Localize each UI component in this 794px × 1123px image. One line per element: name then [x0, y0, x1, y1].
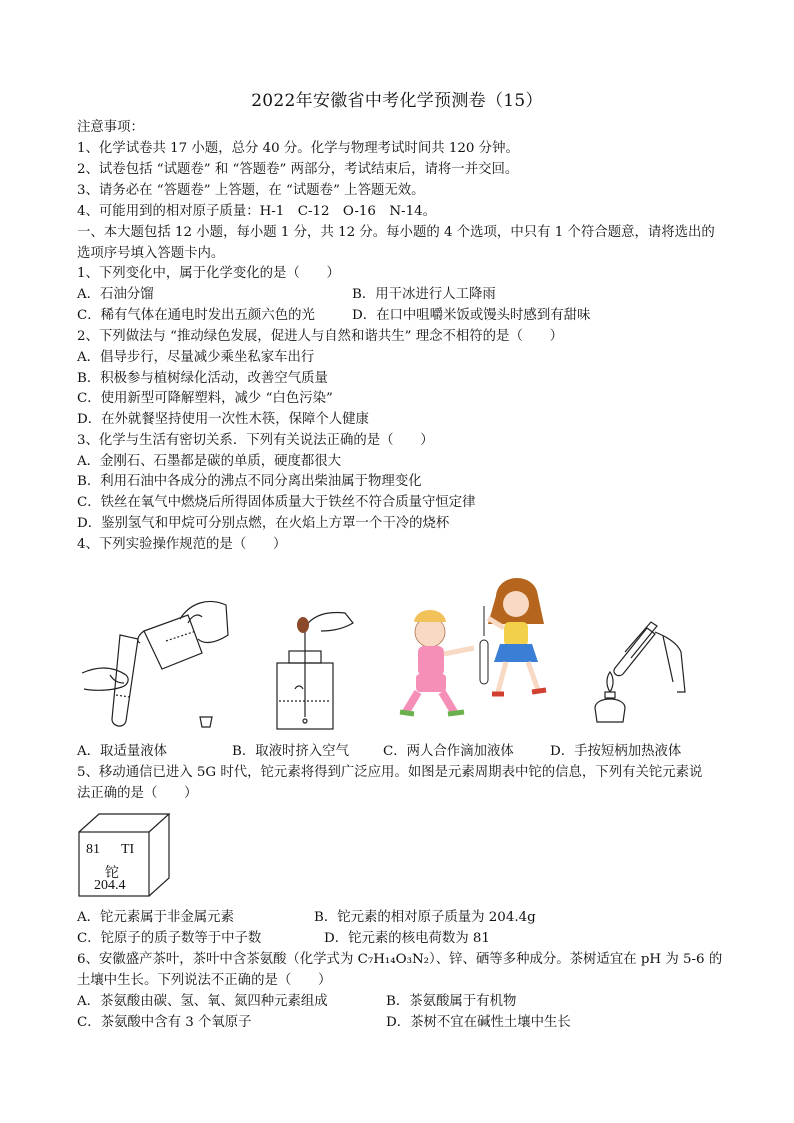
q3-option-a: A．金刚石、石墨都是碳的单质，硬度都很大 — [77, 454, 342, 469]
q1-option-d: D．在口中咀嚼米饭或馒头时感到有甜味 — [352, 308, 591, 323]
section-heading-line1: 一、本大题包括 12 小题，每小题 1 分，共 12 分。每小题的 4 个选项，中只有 1 个符合题意，请将选出的 — [77, 225, 715, 240]
q5-stem-line1: 5、移动通信已进入 5G 时代，铊元素将得到广泛应用。如图是元素周期表中铊的信息，下列有关铊元素说 — [77, 765, 703, 780]
element-card-thallium — [77, 812, 172, 898]
element-atomic-number: 81 — [86, 842, 100, 857]
q4-option-d: D．手按短柄加热液体 — [550, 744, 682, 759]
q4-option-c: C．两人合作滴加液体 — [383, 744, 514, 759]
element-name: 铊 — [105, 866, 119, 881]
q5-option-b: B．铊元素的相对原子质量为 204.4g — [314, 910, 536, 925]
q2-option-a: A．倡导步行，尽量减少乘坐私家车出行 — [77, 350, 315, 365]
notice-item-3: 3、请务必在 “答题卷” 上答题，在 “试题卷” 上答题无效。 — [77, 183, 425, 198]
q1-option-c: C．稀有气体在通电时发出五颜六色的光 — [77, 308, 315, 323]
notice-item-4: 4、可能用到的相对原子质量：H-1 C-12 O-16 N-14。 — [77, 204, 437, 219]
q6-stem-line2: 土壤中生长。下列说法不正确的是（ ） — [77, 973, 332, 988]
q5-stem-line2: 法正确的是（ ） — [77, 786, 198, 801]
figure-d-heating-liquid — [585, 612, 695, 730]
q6-stem-line1: 6、安徽盛产茶叶，茶叶中含茶氨酸（化学式为 C₇H₁₄O₃N₂）、锌、硒等多种成分。茶树适宜在 pH 为 5-6 的 — [77, 952, 723, 967]
q6-option-b: B．茶氨酸属于有机物 — [386, 994, 517, 1009]
q5-option-a: A．铊元素属于非金属元素 — [77, 910, 234, 925]
figure-a-pouring-liquid — [80, 595, 230, 735]
q2-option-d: D．在外就餐坚持使用一次性木筷，保障个人健康 — [77, 412, 369, 427]
page-title: 2022年安徽省中考化学预测卷（15） — [251, 91, 543, 111]
element-symbol: TI — [121, 842, 135, 857]
figure-b-dropper-bottle — [265, 605, 355, 735]
q4-option-a: A．取适量液体 — [77, 744, 168, 759]
q6-option-a: A．茶氨酸由碳、氢、氧、氮四种元素组成 — [77, 994, 328, 1009]
q4-stem: 4、下列实验操作规范的是（ ） — [77, 537, 287, 552]
q2-option-c: C．使用新型可降解塑料，减少 “白色污染” — [77, 391, 333, 406]
notice-heading: 注意事项： — [77, 120, 144, 135]
notice-item-2: 2、试卷包括 “试题卷” 和 “答题卷” 两部分，考试结束后，请将一并交回。 — [77, 162, 519, 177]
q4-option-b: B．取液时挤入空气 — [232, 744, 349, 759]
q1-stem: 1、下列变化中，属于化学变化的是（ ） — [77, 266, 340, 281]
q5-option-d: D．铊元素的核电荷数为 81 — [324, 931, 490, 946]
q3-option-b: B．利用石油中各成分的沸点不同分离出柴油属于物理变化 — [77, 474, 422, 489]
q2-option-b: B．积极参与植树绿化活动，改善空气质量 — [77, 371, 328, 386]
q1-option-a: A．石油分馏 — [77, 287, 154, 302]
section-heading-line2: 选项序号填入答题卡内。 — [77, 246, 225, 261]
dropper-bulb-icon — [297, 617, 309, 633]
q6-option-d: D．茶树不宜在碱性土壤中生长 — [386, 1015, 571, 1030]
q1-option-b: B．用干冰进行人工降雨 — [352, 287, 496, 302]
notice-item-1: 1、化学试卷共 17 小题，总分 40 分。化学与物理考试时间共 120 分钟。 — [77, 141, 519, 156]
q5-option-c: C．铊原子的质子数等于中子数 — [77, 931, 262, 946]
q3-option-d: D．鉴别氢气和甲烷可分别点燃，在火焰上方罩一个干冷的烧杯 — [77, 516, 450, 531]
q2-stem: 2、下列做法与 “推动绿色发展，促进人与自然和谐共生” 理念不相符的是（ ） — [77, 329, 564, 344]
element-mass: 204.4 — [94, 878, 126, 893]
q3-stem: 3、化学与生活有密切关系．下列有关说法正确的是（ ） — [77, 433, 434, 448]
figure-c-two-kids — [388, 562, 568, 727]
q6-option-c: C．茶氨酸中含有 3 个氧原子 — [77, 1015, 252, 1030]
q3-option-c: C．铁丝在氧气中燃烧后所得固体质量大于铁丝不符合质量守恒定律 — [77, 495, 476, 510]
